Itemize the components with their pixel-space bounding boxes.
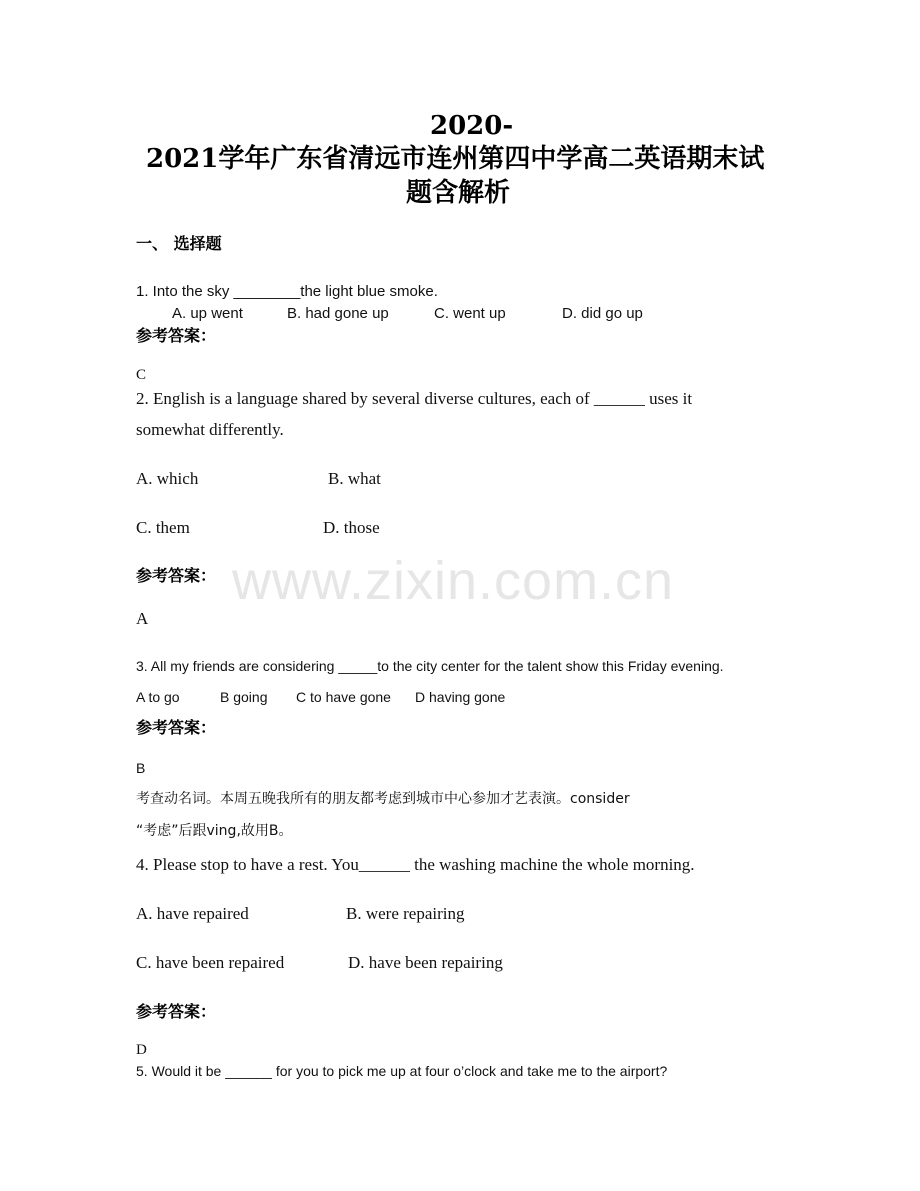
question-1-option-d: D. did go up (562, 305, 643, 322)
question-1-option-c: C. went up (434, 305, 506, 322)
section-heading: 一、 选择题 (136, 234, 222, 253)
question-3-option-b: B going (220, 689, 268, 705)
question-2-option-a: A. which (136, 469, 199, 488)
title-line-2: 2021学年广东省清远市连州第四中学高二英语期末试 (146, 144, 765, 174)
question-4-stem: 4. Please stop to have a rest. You______ the washing machine the whole morning. (136, 855, 695, 874)
question-3-stem: 3. All my friends are considering _____to the city center for the talent show this Friday evening. (136, 658, 724, 674)
title-line-1: 2020- (430, 111, 514, 141)
answer-label: 参考答案： (136, 718, 217, 737)
question-2-answer: A (136, 609, 149, 628)
question-1-answer: C (136, 367, 147, 383)
question-3-option-c: C to have gone (296, 689, 391, 705)
question-1-option-a: A. up went (172, 305, 243, 322)
question-4-option-c: C. have been repaired (136, 953, 285, 972)
answer-label: 参考答案： (136, 326, 217, 345)
question-3-option-d: D having gone (415, 689, 506, 705)
question-3-explanation-line-2: “考虑”后跟ving,故用B。 (136, 823, 293, 839)
question-4-option-b: B. were repairing (346, 904, 465, 923)
question-3-answer: B (136, 760, 146, 776)
question-1-stem: 1. Into the sky ________the light blue smoke. (136, 283, 438, 300)
question-4-option-d: D. have been repairing (348, 953, 503, 972)
question-1-option-b: B. had gone up (287, 305, 389, 322)
question-3-explanation-line-1: 考查动名词。本周五晚我所有的朋友都考虑到城市中心参加才艺表演。consider (136, 791, 630, 807)
watermark: www.zixin.com.cn (232, 551, 675, 611)
answer-label: 参考答案： (136, 1002, 217, 1021)
question-4-answer: D (136, 1042, 147, 1058)
answer-label: 参考答案： (136, 566, 217, 585)
question-5-stem: 5. Would it be ______ for you to pick me up at four o’clock and take me to the airport? (136, 1063, 668, 1079)
question-4-option-a: A. have repaired (136, 904, 249, 923)
question-2-stem-line-2: somewhat differently. (136, 420, 284, 439)
question-2-stem-line-1: 2. English is a language shared by several diverse cultures, each of ______ uses it (136, 389, 693, 408)
title-line-3: 题含解析 (406, 178, 511, 208)
question-2-option-c: C. them (136, 518, 190, 537)
question-3-option-a: A to go (136, 689, 180, 705)
question-2-option-b: B. what (328, 469, 381, 488)
question-2-option-d: D. those (323, 518, 380, 537)
